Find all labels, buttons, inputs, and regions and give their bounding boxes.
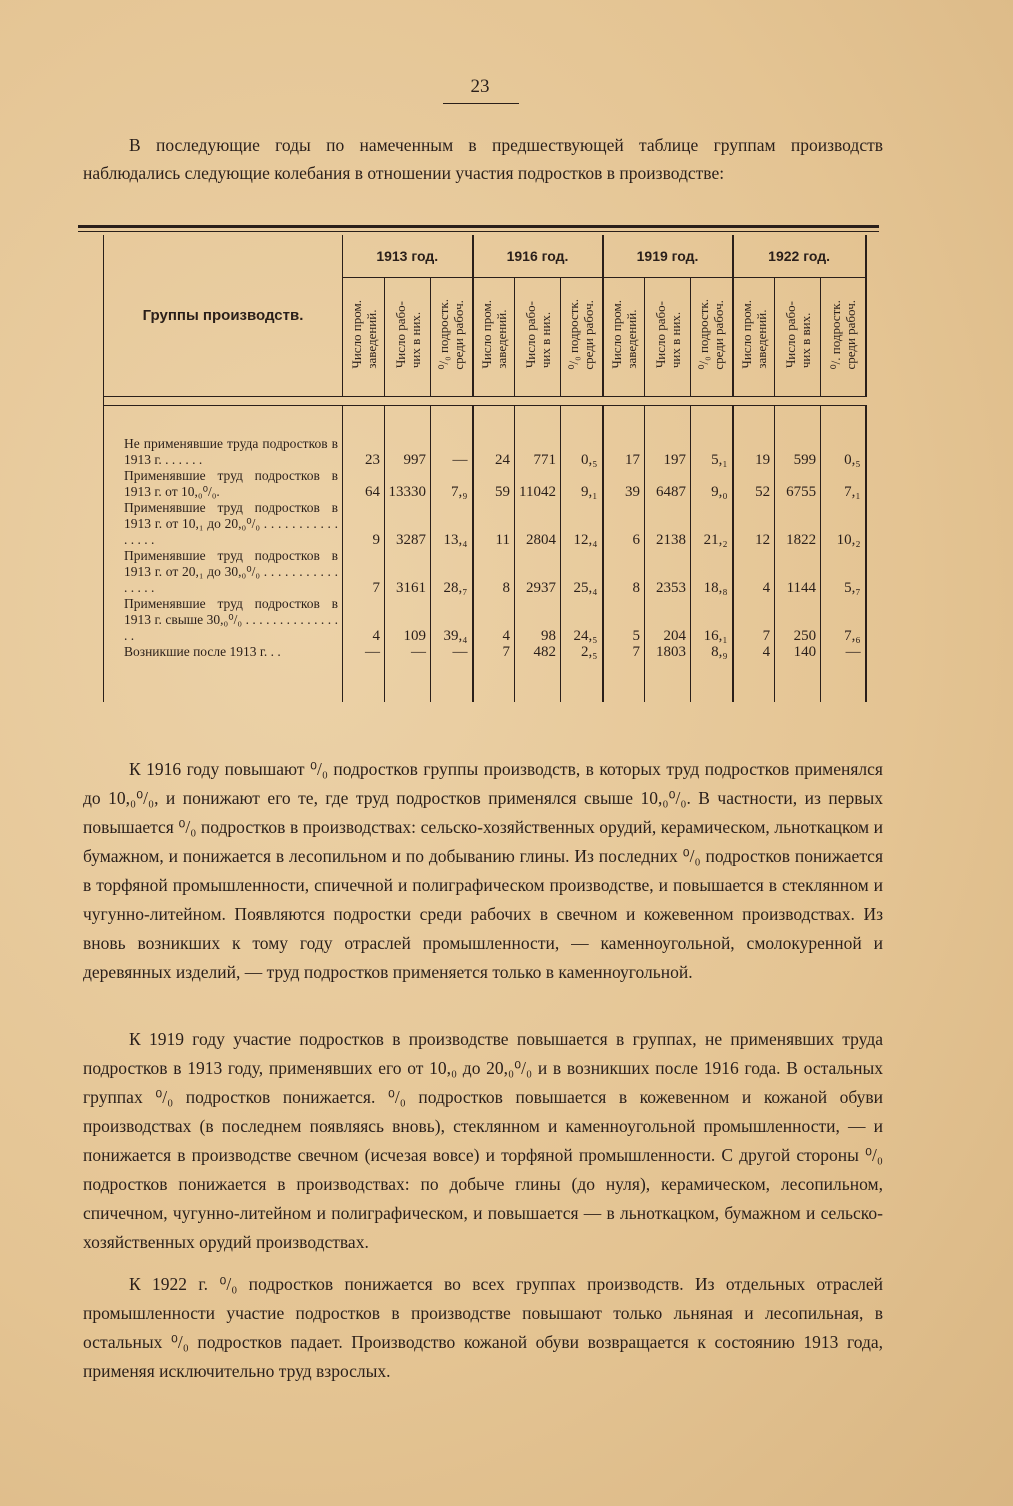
table-cell: 12,₄ xyxy=(561,500,603,548)
sub-header-cell xyxy=(385,278,431,397)
table-cell: 2804 xyxy=(515,500,561,548)
table-cell: 599 xyxy=(775,436,821,468)
table-cell: 5 xyxy=(603,596,645,644)
table-cell: 8,₉ xyxy=(691,644,733,660)
table-cell: 997 xyxy=(385,436,431,468)
table-cell: 482 xyxy=(515,644,561,660)
table-top-rule-thin xyxy=(78,231,879,232)
head-sep xyxy=(104,397,866,406)
table-cell: 771 xyxy=(515,436,561,468)
table-cell: 11042 xyxy=(515,468,561,500)
sub-header-label: Число пром. заведений. xyxy=(348,300,379,369)
sub-header-label: ⁰/₀ подростк. среди рабоч. xyxy=(566,299,597,370)
table-cell: 28,₇ xyxy=(431,548,473,596)
table-cell: 1803 xyxy=(645,644,691,660)
table-cell: 64 xyxy=(343,468,385,500)
table-cell: 17 xyxy=(603,436,645,468)
table-cell: 7 xyxy=(603,644,645,660)
table-cell: 9 xyxy=(343,500,385,548)
paragraph-1916: К 1916 году повышают ⁰/₀ подростков группы производств, в которых труд подростков применялся до 10,₀⁰/₀, и понижают его те, где труд подростков применялся свыше 10,₀⁰/₀. В частности, из первых повышается ⁰/₀ подростков в производствах: сельско-хозяйственных орудий, керамическом, льноткацком и бумажном, и понижается в лесопильном и по добыванию глины. Из последних ⁰/₀ подростков понижается в торфяной промышленности, спичечной и полиграфическом производстве, и повышается в стеклянном и чугунно-литейном. Появляются подростки среди рабочих в свечном и кожевенном производствах. Из вновь возникших к тому году отраслей промышленности, — каменноугольной, смолокуренной и деревянных изделий, — труд подростков применяется только в каменноугольной. xyxy=(83,759,883,982)
table-cell: 24 xyxy=(473,436,515,468)
table-cell: 8 xyxy=(603,548,645,596)
table-cell: 5,₇ xyxy=(821,548,866,596)
sub-header-label: Число рабо- чих в них. xyxy=(652,300,683,369)
table-cell: 19 xyxy=(733,436,775,468)
table-cell: 7 xyxy=(343,548,385,596)
table-cell: 21,₂ xyxy=(691,500,733,548)
sub-header-cell xyxy=(645,278,691,397)
table-cell: 1144 xyxy=(775,548,821,596)
sub-header-cell xyxy=(473,278,515,397)
table-cell: 5,₁ xyxy=(691,436,733,468)
table-top-rule-thick xyxy=(78,225,879,228)
intro-paragraph: В последующие годы по намеченным в предшествующей таблице группам производств наблюдались следующие колебания в отношении участия подростков в производстве: xyxy=(83,135,883,183)
sub-header-label: Число пром. заведений. xyxy=(738,300,769,369)
table-cell: 0,₅ xyxy=(561,436,603,468)
table-cell: 4 xyxy=(343,596,385,644)
sub-header-label: Число рабо- чих в них. xyxy=(522,300,553,369)
sub-header-cell xyxy=(691,278,733,397)
sub-header-cell xyxy=(343,278,385,397)
table-cell: 7 xyxy=(733,596,775,644)
table-cell: 2937 xyxy=(515,548,561,596)
table-cell: 3287 xyxy=(385,500,431,548)
table-cell: — xyxy=(343,644,385,660)
table-cell: 13,₄ xyxy=(431,500,473,548)
table-cell: 98 xyxy=(515,596,561,644)
table-cell: 18,₈ xyxy=(691,548,733,596)
table-cell: 25,₄ xyxy=(561,548,603,596)
table-cell: 39 xyxy=(603,468,645,500)
table-cell: 7,₉ xyxy=(431,468,473,500)
sub-header-label: ⁰/. подростк. среди рабоч. xyxy=(827,299,858,370)
row-label: Применявшие труд подростков в 1913 г. от 10,₀⁰/₀. xyxy=(104,468,343,500)
sub-header-label: Число пром. заведений. xyxy=(478,300,509,369)
table-cell: 6755 xyxy=(775,468,821,500)
table-cell: 7,₁ xyxy=(821,468,866,500)
table-cell: 0,₅ xyxy=(821,436,866,468)
sub-header-label: ⁰/₀ подростк. среди рабоч. xyxy=(436,299,467,370)
table-cell: 7 xyxy=(473,644,515,660)
table-cell: 6487 xyxy=(645,468,691,500)
table-cell: — xyxy=(431,436,473,468)
sub-header-cell xyxy=(603,278,645,397)
sub-header-cell xyxy=(561,278,603,397)
table-cell: 9,₁ xyxy=(561,468,603,500)
sub-header-cell xyxy=(431,278,473,397)
table-cell: — xyxy=(385,644,431,660)
table-cell: 39,₄ xyxy=(431,596,473,644)
table-cell: 250 xyxy=(775,596,821,644)
table-cell: 52 xyxy=(733,468,775,500)
sub-header-cell xyxy=(515,278,561,397)
table-row xyxy=(104,436,866,468)
sub-header-label: Число рабо- чих в вих. xyxy=(782,300,813,369)
table-cell: 140 xyxy=(775,644,821,660)
row-label: Не применявшие труда подростков в 1913 г. . . . . . . xyxy=(104,436,343,468)
table-cell: 4 xyxy=(473,596,515,644)
row-label: Применявшие труд подростков в 1913 г. от 20,₁ до 30,₀⁰/₀ . . . . . . . . . . . . . . . . xyxy=(104,548,343,596)
year-header-1913: 1913 год. xyxy=(343,235,473,278)
sub-header-cell xyxy=(733,278,775,397)
row-label: Возникшие после 1913 г. . . xyxy=(104,644,343,660)
statistics-table xyxy=(103,235,867,702)
table-cell: 13330 xyxy=(385,468,431,500)
table-cell: — xyxy=(431,644,473,660)
table-row xyxy=(104,548,866,596)
sub-header-cell xyxy=(775,278,821,397)
table-cell: 23 xyxy=(343,436,385,468)
table-cell: 6 xyxy=(603,500,645,548)
row-label: Применявшие труд подростков в 1913 г. от 10,₁ до 20,₀⁰/₀ . . . . . . . . . . . . . . . . xyxy=(104,500,343,548)
group-header: Группы производств. xyxy=(104,235,343,397)
sub-header-cell xyxy=(821,278,866,397)
table-cell: 8 xyxy=(473,548,515,596)
table-row xyxy=(104,468,866,500)
table-cell: 59 xyxy=(473,468,515,500)
table-cell: 16,₁ xyxy=(691,596,733,644)
table-cell: 24,₅ xyxy=(561,596,603,644)
table-cell: 10,₂ xyxy=(821,500,866,548)
sub-header-label: ⁰/₀ подростк. среди рабоч. xyxy=(696,299,727,370)
table-cell: 197 xyxy=(645,436,691,468)
year-header-1919: 1919 год. xyxy=(603,235,733,278)
table-row xyxy=(104,500,866,548)
paragraph-1919: К 1919 году участие подростков в производстве повышается в группах, не применявших труда подростков в 1913 году, применявших его от 10,₀ до 20,₀⁰/₀ и в возникших после 1916 года. В остальных группах ⁰/₀ подростков понижается. ⁰/₀ подростков повышается в кожевенном и кожаной обуви производствах (в последнем появляясь вновь), стеклянном и каменноугольной промышленности, — и понижается в производстве свечном (исчезая вовсе) и торфяной промышленности. С другой стороны ⁰/₀ подростков понижается в производствах: по добыче глины (до нуля), керамическом, лесопильном, спичечном, чугунно-литейном и полиграфическом, и повышается — в льноткацком, бумажном и сельско-хозяйственных орудий производствах. xyxy=(83,1029,883,1252)
table-cell: 11 xyxy=(473,500,515,548)
table-cell: 7,₆ xyxy=(821,596,866,644)
table-cell: 2,₅ xyxy=(561,644,603,660)
sub-header-label: Число пром. заведений. xyxy=(608,300,639,369)
table-cell: 4 xyxy=(733,548,775,596)
row-label: Применявшие труд подростков в 1913 г. свыше 30,₀⁰/₀ . . . . . . . . . . . . . . . . xyxy=(104,596,343,644)
table-cell: 3161 xyxy=(385,548,431,596)
table-cell: 2353 xyxy=(645,548,691,596)
row-end xyxy=(104,660,866,702)
page-number: 23 xyxy=(470,76,490,97)
sub-header-label: Число рабо- чих в них. xyxy=(392,300,423,369)
table-cell: 2138 xyxy=(645,500,691,548)
table-cell: 109 xyxy=(385,596,431,644)
table-cell: 12 xyxy=(733,500,775,548)
page-number-rule xyxy=(443,103,519,104)
paragraph-1922: К 1922 г. ⁰/₀ подростков понижается во всех группах производств. Из отдельных отраслей промышленности участие подростков в производстве повышают только льняная и лесопильная, в остальных ⁰/₀ подростков падает. Производство кожаной обуви возвращается к состоянию 1913 года, применяя исключительно труд взрослых. xyxy=(83,1274,883,1381)
table-cell: 1822 xyxy=(775,500,821,548)
spacer xyxy=(104,406,866,437)
year-header-1922: 1922 год. xyxy=(733,235,866,278)
table-cell: — xyxy=(821,644,866,660)
table-cell: 204 xyxy=(645,596,691,644)
table-cell: 9,₀ xyxy=(691,468,733,500)
year-header-1916: 1916 год. xyxy=(473,235,603,278)
table-row xyxy=(104,644,866,660)
table-cell: 4 xyxy=(733,644,775,660)
table-row xyxy=(104,596,866,644)
